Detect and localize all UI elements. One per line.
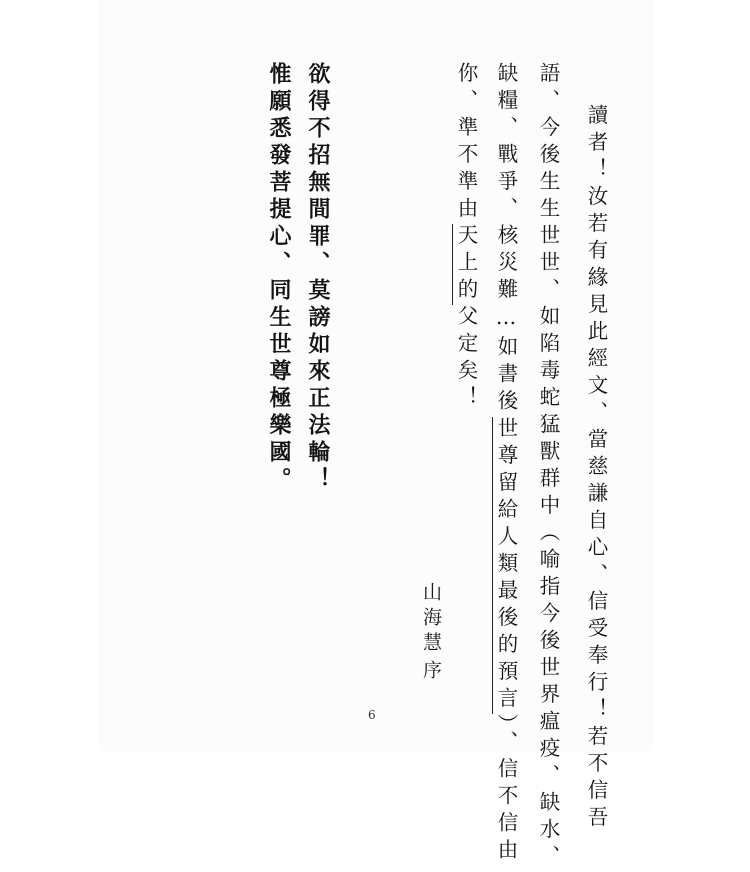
preface-suffix: 序	[420, 660, 442, 685]
preface-column-4	[454, 62, 478, 413]
highlighted-phrase-heaven: 天上的	[454, 224, 478, 305]
preface-column-4-start: 你、準不準由	[454, 62, 478, 224]
preface-column-2: 語、今後生生世世、如陷毒蛇猛獸群中（喻指今後世界瘟疫、缺水、	[536, 62, 560, 872]
preface-column-3	[494, 62, 518, 865]
preface-column-4-end: 父定矣！	[454, 305, 478, 413]
highlighted-phrase-prophecy: 世尊留給人類最後的預言	[494, 416, 518, 714]
preface-column-1: 讀者！汝若有緣見此經文、當慈謙自心、信受奉行！若不信吾	[584, 104, 608, 833]
preface-author: 山海慧	[420, 582, 442, 657]
page-number: 6	[368, 708, 376, 722]
book-page	[100, 0, 652, 872]
exhortation-line-1: 欲得不招無間罪、莫謗如來正法輪！	[305, 62, 331, 494]
preface-column-3-start: 缺糧、戰爭、核災難…如書後	[494, 62, 518, 417]
preface-column-3-end: ）、信不信由	[494, 713, 518, 866]
exhortation-line-2: 惟願悉發菩提心、同生世尊極樂國。	[266, 62, 292, 494]
